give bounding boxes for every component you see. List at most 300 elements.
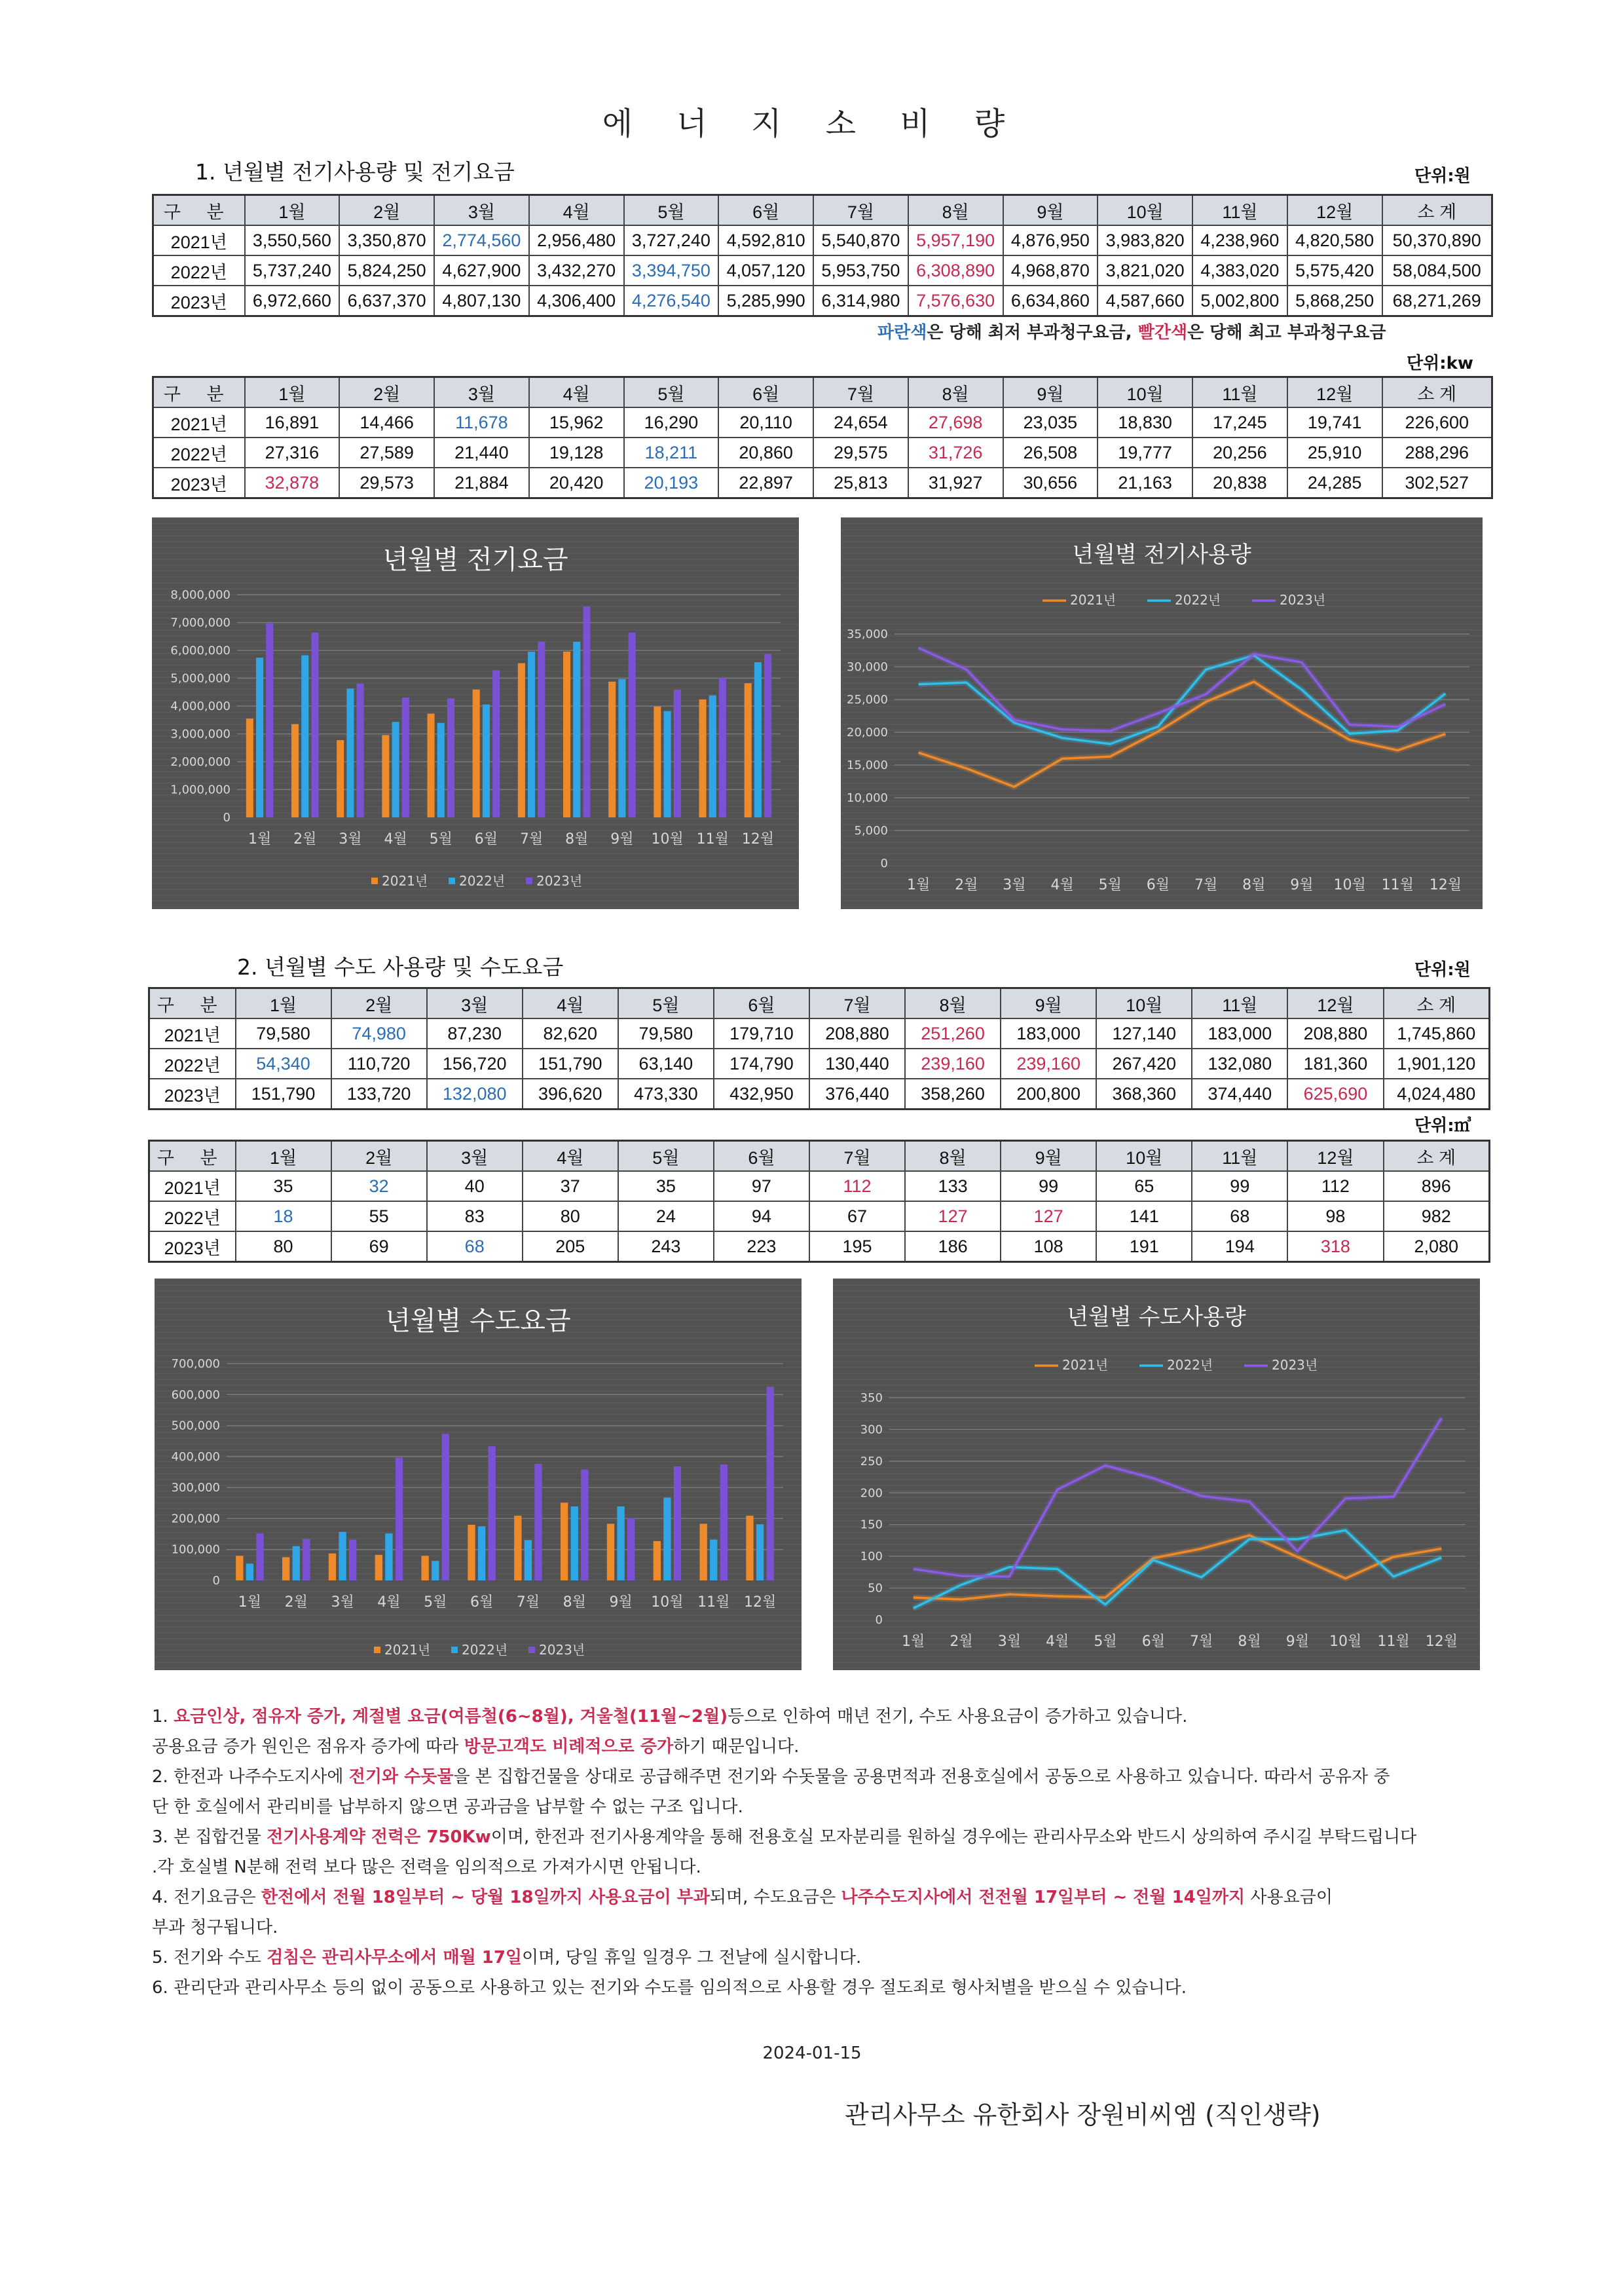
x-tick-label: 1월 <box>248 831 272 848</box>
y-tick-label: 700,000 <box>171 1357 220 1371</box>
value-cell: 22,897 <box>718 468 813 498</box>
table-row <box>153 438 1492 468</box>
value-cell: 181,360 <box>1287 1049 1383 1079</box>
total-cell: 982 <box>1384 1201 1490 1231</box>
bar <box>349 1540 356 1580</box>
value-cell: 4,820,580 <box>1287 225 1382 255</box>
bar <box>432 1561 439 1580</box>
bar <box>629 633 636 817</box>
value-cell: 65 <box>1096 1171 1192 1201</box>
value-cell: 67 <box>809 1201 905 1231</box>
texture-line <box>152 677 799 678</box>
bar <box>428 714 435 817</box>
y-tick-label: 1,000,000 <box>170 783 231 797</box>
notice-text: .각 호실별 N분해 전력 보다 많은 전력을 임의적으로 가져가시면 안됩니다. <box>152 1857 701 1877</box>
x-tick-label: 2월 <box>293 831 317 848</box>
texture-line <box>833 1343 1480 1345</box>
value-cell: 4,276,540 <box>624 286 719 316</box>
value-cell: 7,576,630 <box>908 286 1003 316</box>
value-cell: 127 <box>905 1201 1001 1231</box>
value-cell: 5,737,240 <box>245 255 340 286</box>
y-tick-label: 0 <box>875 1613 883 1627</box>
y-tick-label: 0 <box>212 1574 220 1588</box>
legend-swatch <box>449 878 455 884</box>
legend-label: 2022년 <box>1175 592 1221 608</box>
notice-highlight: 요금인상, 점유자 증가, 계절별 요금(여름철(6~8월), 겨울철(11월~2월) <box>174 1707 728 1726</box>
bar <box>291 724 299 817</box>
texture-line <box>833 1426 1480 1427</box>
value-cell: 374,440 <box>1192 1079 1287 1110</box>
value-cell: 132,080 <box>427 1079 523 1110</box>
value-cell: 239,160 <box>1001 1049 1096 1079</box>
texture-line <box>152 618 799 619</box>
value-cell: 55 <box>331 1201 427 1231</box>
value-cell: 5,957,190 <box>908 225 1003 255</box>
texture-line <box>833 1432 1480 1433</box>
bar <box>246 1563 253 1580</box>
x-tick-label: 9월 <box>610 831 634 848</box>
table-row <box>153 286 1492 316</box>
legend-label: 2023년 <box>539 1642 585 1658</box>
month-header: 6월 <box>718 377 813 408</box>
value-cell: 16,891 <box>245 407 340 438</box>
value-cell: 5,953,750 <box>813 255 908 286</box>
bar <box>346 688 354 817</box>
texture-line <box>841 895 1483 896</box>
bar <box>303 1539 310 1580</box>
value-cell: 20,420 <box>529 468 624 498</box>
texture-line <box>155 1662 802 1663</box>
y-tick-label: 250 <box>860 1454 883 1468</box>
blue-legend-word: 파란색 <box>877 323 927 343</box>
value-cell: 23,035 <box>1003 407 1098 438</box>
bar <box>478 1526 485 1580</box>
y-tick-label: 150 <box>860 1518 883 1532</box>
value-cell: 3,983,820 <box>1098 225 1192 255</box>
value-cell: 5,824,250 <box>339 255 434 286</box>
header-label: 구 분 <box>153 377 245 408</box>
year-label: 2021년 <box>153 407 245 438</box>
texture-line <box>841 777 1483 778</box>
y-tick-label: 300,000 <box>171 1481 220 1495</box>
legend-label: 2023년 <box>536 873 583 889</box>
value-cell: 112 <box>1287 1171 1383 1201</box>
texture-line <box>833 1302 1480 1303</box>
texture-line <box>152 582 799 584</box>
value-cell: 37 <box>523 1171 618 1201</box>
value-cell: 19,741 <box>1287 407 1382 438</box>
texture-line <box>841 635 1483 637</box>
value-cell: 205 <box>523 1231 618 1262</box>
red-legend-text: 은 당해 최고 부과청구요금 <box>1187 323 1386 343</box>
x-tick-label: 7월 <box>1194 877 1218 893</box>
x-tick-label: 2월 <box>955 877 978 893</box>
bar <box>442 1434 449 1580</box>
value-cell: 21,884 <box>434 468 529 498</box>
value-cell: 141 <box>1096 1201 1192 1231</box>
bar <box>468 1525 475 1580</box>
total-cell: 2,080 <box>1384 1231 1490 1262</box>
month-header: 8월 <box>908 377 1003 408</box>
value-cell: 186 <box>905 1231 1001 1262</box>
year-label: 2022년 <box>153 255 245 286</box>
x-tick-label: 8월 <box>565 831 589 848</box>
texture-line <box>152 588 799 589</box>
texture-line <box>833 1408 1480 1409</box>
value-cell: 3,727,240 <box>624 225 719 255</box>
bar <box>337 740 344 817</box>
texture-line <box>841 848 1483 849</box>
total-cell: 302,527 <box>1382 468 1492 498</box>
value-cell: 27,316 <box>245 438 340 468</box>
notice-text: 하기 때문입니다. <box>673 1737 800 1757</box>
notice-text: 단 한 호실에서 관리비를 납부하지 않으면 공과금을 납부할 수 없는 구조 입니다. <box>152 1797 743 1817</box>
bar <box>256 658 263 817</box>
texture-line <box>155 1302 802 1303</box>
legend-label: 2021년 <box>384 1642 431 1658</box>
value-cell: 69 <box>331 1231 427 1262</box>
legend-label: 2023년 <box>1272 1357 1318 1373</box>
texture-line <box>841 771 1483 772</box>
value-cell: 358,260 <box>905 1079 1001 1110</box>
document-date: 2024-01-15 <box>762 2043 862 2063</box>
legend-label: 2021년 <box>382 873 428 889</box>
bar <box>402 698 409 817</box>
value-cell: 29,575 <box>813 438 908 468</box>
value-cell: 82,620 <box>523 1018 618 1049</box>
month-header: 9월 <box>1003 195 1098 226</box>
x-tick-label: 1월 <box>906 877 931 893</box>
bar <box>664 711 671 817</box>
notice-text: 2. 한전과 나주수도지사에 <box>152 1767 349 1787</box>
texture-line <box>155 1438 802 1439</box>
notice-item <box>152 1822 1501 1852</box>
x-tick-label: 7월 <box>519 831 544 848</box>
value-cell: 25,813 <box>813 468 908 498</box>
header-label: 구 분 <box>149 1141 236 1172</box>
value-cell: 80 <box>236 1231 331 1262</box>
year-label: 2022년 <box>149 1201 236 1231</box>
value-cell: 112 <box>809 1171 905 1201</box>
value-cell: 4,807,130 <box>434 286 529 316</box>
month-header: 4월 <box>523 988 618 1019</box>
texture-line <box>833 1614 1480 1616</box>
x-tick-label: 10월 <box>651 831 684 848</box>
month-header: 10월 <box>1098 195 1192 226</box>
bar <box>518 663 525 817</box>
total-header: 소 계 <box>1384 988 1490 1019</box>
texture-line <box>152 824 799 825</box>
value-cell: 20,838 <box>1192 468 1287 498</box>
x-tick-label: 5월 <box>1094 1633 1117 1650</box>
value-cell: 5,285,990 <box>718 286 813 316</box>
month-header: 11월 <box>1192 1141 1287 1172</box>
texture-line <box>155 1632 802 1633</box>
total-cell: 4,024,480 <box>1384 1079 1490 1110</box>
month-header: 7월 <box>809 988 905 1019</box>
texture-line <box>155 1497 802 1498</box>
bar <box>709 696 716 817</box>
month-header: 3월 <box>434 377 529 408</box>
legend-label: 2021년 <box>1062 1357 1109 1373</box>
texture-line <box>833 1296 1480 1297</box>
header-label: 구 분 <box>153 195 245 226</box>
bar <box>396 1457 403 1580</box>
texture-line <box>152 541 799 542</box>
x-tick-label: 1월 <box>902 1633 925 1650</box>
bar <box>746 1516 753 1580</box>
value-cell: 133 <box>905 1171 1001 1201</box>
bar <box>674 1466 681 1580</box>
year-label: 2023년 <box>153 468 245 498</box>
bar <box>561 1502 568 1580</box>
value-cell: 195 <box>809 1231 905 1262</box>
water-fee-table <box>148 987 1490 1110</box>
table-row <box>149 1018 1490 1049</box>
value-cell: 5,540,870 <box>813 225 908 255</box>
texture-line <box>833 1485 1480 1486</box>
value-cell: 4,238,960 <box>1192 225 1287 255</box>
texture-line <box>841 606 1483 607</box>
texture-line <box>152 895 799 896</box>
total-header: 소 계 <box>1384 1141 1490 1172</box>
texture-line <box>841 677 1483 678</box>
texture-line <box>841 523 1483 525</box>
texture-line <box>152 682 799 684</box>
bar <box>654 1541 661 1580</box>
x-tick-label: 6월 <box>474 831 498 848</box>
texture-line <box>833 1332 1480 1333</box>
notice-item <box>152 1912 1501 1943</box>
bar <box>764 654 771 817</box>
value-cell: 20,110 <box>718 407 813 438</box>
texture-line <box>833 1290 1480 1292</box>
texture-line <box>152 906 799 908</box>
total-cell: 226,600 <box>1382 407 1492 438</box>
value-cell: 27,698 <box>908 407 1003 438</box>
bar <box>754 662 762 817</box>
value-cell: 318 <box>1287 1231 1383 1262</box>
texture-line <box>841 535 1483 536</box>
value-cell: 16,290 <box>624 407 719 438</box>
texture-line <box>833 1349 1480 1351</box>
table-row <box>153 468 1492 498</box>
value-cell: 4,627,900 <box>434 255 529 286</box>
texture-line <box>841 842 1483 843</box>
texture-line <box>833 1508 1480 1510</box>
bar <box>573 642 580 817</box>
value-cell: 5,002,800 <box>1192 286 1287 316</box>
texture-line <box>833 1544 1480 1545</box>
notice-highlight: 검침은 관리사무소에서 매월 17일 <box>267 1948 523 1968</box>
texture-line <box>155 1278 802 1280</box>
texture-line <box>833 1526 1480 1527</box>
table-row <box>149 1171 1490 1201</box>
y-tick-label: 600,000 <box>171 1388 220 1402</box>
texture-line <box>833 1467 1480 1468</box>
value-cell: 63,140 <box>618 1049 714 1079</box>
color-legend-note <box>877 319 1386 343</box>
texture-line <box>833 1579 1480 1580</box>
month-header: 11월 <box>1192 988 1287 1019</box>
header-label: 구 분 <box>149 988 236 1019</box>
value-cell: 130,440 <box>809 1049 905 1079</box>
table-row <box>153 407 1492 438</box>
texture-line <box>155 1520 802 1521</box>
value-cell: 30,656 <box>1003 468 1098 498</box>
texture-line <box>152 688 799 690</box>
bar <box>674 690 681 817</box>
bar <box>437 723 445 817</box>
x-tick-label: 3월 <box>1003 877 1026 893</box>
bar <box>256 1533 263 1580</box>
x-tick-label: 11월 <box>1377 1633 1410 1650</box>
texture-line <box>155 1379 802 1380</box>
month-header: 3월 <box>427 1141 523 1172</box>
bar <box>719 678 726 817</box>
texture-line <box>841 871 1483 872</box>
value-cell: 35 <box>618 1171 714 1201</box>
texture-line <box>833 1502 1480 1504</box>
texture-line <box>155 1614 802 1616</box>
electricity-usage-chart <box>841 517 1483 909</box>
value-cell: 376,440 <box>809 1079 905 1110</box>
texture-line <box>155 1420 802 1421</box>
y-tick-label: 400,000 <box>171 1449 220 1464</box>
texture-line <box>155 1367 802 1368</box>
x-tick-label: 9월 <box>609 1594 633 1611</box>
water-fee-chart <box>155 1278 802 1670</box>
texture-line <box>833 1585 1480 1586</box>
texture-line <box>841 865 1483 867</box>
bar <box>617 1506 624 1580</box>
month-header: 2월 <box>339 195 434 226</box>
month-header: 10월 <box>1096 988 1192 1019</box>
texture-line <box>155 1408 802 1409</box>
value-cell: 208,880 <box>809 1018 905 1049</box>
notice-highlight: 전기사용계약 전력은 750Kw <box>267 1827 491 1847</box>
texture-line <box>152 865 799 867</box>
texture-line <box>152 529 799 531</box>
texture-line <box>152 624 799 625</box>
value-cell: 18,830 <box>1098 407 1192 438</box>
texture-line <box>833 1367 1480 1368</box>
texture-line <box>155 1638 802 1639</box>
value-cell: 17,245 <box>1192 407 1287 438</box>
bar <box>627 1518 635 1580</box>
month-header: 7월 <box>813 377 908 408</box>
x-tick-label: 5월 <box>424 1594 447 1611</box>
bar <box>339 1532 346 1580</box>
y-tick-label: 3,000,000 <box>170 727 231 741</box>
y-tick-label: 300 <box>860 1423 883 1437</box>
year-label: 2023년 <box>153 286 245 316</box>
texture-line <box>833 1538 1480 1539</box>
texture-line <box>841 706 1483 707</box>
bar <box>382 735 389 817</box>
texture-line <box>155 1585 802 1586</box>
month-header: 10월 <box>1098 377 1192 408</box>
y-tick-label: 200,000 <box>171 1512 220 1526</box>
water-section-title: 2. 년월별 수도 사용량 및 수도요금 <box>237 954 564 980</box>
electricity-usage-table <box>152 376 1493 499</box>
total-cell: 1,901,120 <box>1384 1049 1490 1079</box>
texture-line <box>152 859 799 861</box>
texture-line <box>841 624 1483 625</box>
texture-line <box>833 1491 1480 1492</box>
value-cell: 473,330 <box>618 1079 714 1110</box>
texture-line <box>841 582 1483 584</box>
value-cell: 183,000 <box>1001 1018 1096 1049</box>
value-cell: 127 <box>1001 1201 1096 1231</box>
bar <box>608 682 616 817</box>
bar <box>654 707 661 817</box>
value-cell: 11,678 <box>434 407 529 438</box>
bar <box>392 722 399 817</box>
notice-item <box>152 1702 1501 1732</box>
texture-line <box>155 1385 802 1386</box>
texture-line <box>155 1626 802 1628</box>
texture-line <box>833 1379 1480 1380</box>
texture-line <box>841 794 1483 796</box>
y-tick-label: 30,000 <box>847 660 888 674</box>
x-tick-label: 6월 <box>470 1594 494 1611</box>
x-tick-label: 8월 <box>563 1594 586 1611</box>
notice-highlight: 방문고객도 비례적으로 증가 <box>464 1737 674 1757</box>
value-cell: 94 <box>714 1201 809 1231</box>
month-header: 11월 <box>1192 195 1287 226</box>
legend-label: 2022년 <box>1167 1357 1213 1373</box>
x-tick-label: 7월 <box>1190 1633 1213 1650</box>
texture-line <box>155 1491 802 1492</box>
value-cell: 18 <box>236 1201 331 1231</box>
texture-line <box>152 629 799 631</box>
value-cell: 24,285 <box>1287 468 1382 498</box>
value-cell: 97 <box>714 1171 809 1201</box>
chart-title: 년월별 수도요금 <box>385 1306 571 1336</box>
month-header: 12월 <box>1287 1141 1383 1172</box>
value-cell: 14,466 <box>339 407 434 438</box>
y-tick-label: 100,000 <box>171 1542 220 1557</box>
bar <box>581 1470 588 1580</box>
texture-line <box>841 753 1483 755</box>
notice-item <box>152 1943 1501 1973</box>
electricity-usage-unit: 단위:kw <box>1407 354 1473 373</box>
texture-line <box>155 1390 802 1392</box>
texture-line <box>833 1520 1480 1521</box>
month-header: 2월 <box>331 988 427 1019</box>
table-row <box>149 1049 1490 1079</box>
month-header: 12월 <box>1287 377 1382 408</box>
texture-line <box>155 1373 802 1374</box>
value-cell: 79,580 <box>618 1018 714 1049</box>
value-cell: 68 <box>1192 1201 1287 1231</box>
texture-line <box>841 806 1483 808</box>
texture-line <box>833 1550 1480 1551</box>
value-cell: 6,308,890 <box>908 255 1003 286</box>
texture-line <box>833 1373 1480 1374</box>
x-tick-label: 8월 <box>1242 877 1266 893</box>
value-cell: 87,230 <box>427 1018 523 1049</box>
x-tick-label: 4월 <box>1050 877 1074 893</box>
texture-line <box>152 659 799 660</box>
texture-line <box>155 1296 802 1297</box>
value-cell: 19,128 <box>529 438 624 468</box>
value-cell: 15,962 <box>529 407 624 438</box>
texture-line <box>152 612 799 613</box>
notice-highlight: 한전에서 전월 18일부터 ~ 당월 18일까지 사용요금이 부과 <box>261 1888 710 1907</box>
value-cell: 223 <box>714 1231 809 1262</box>
